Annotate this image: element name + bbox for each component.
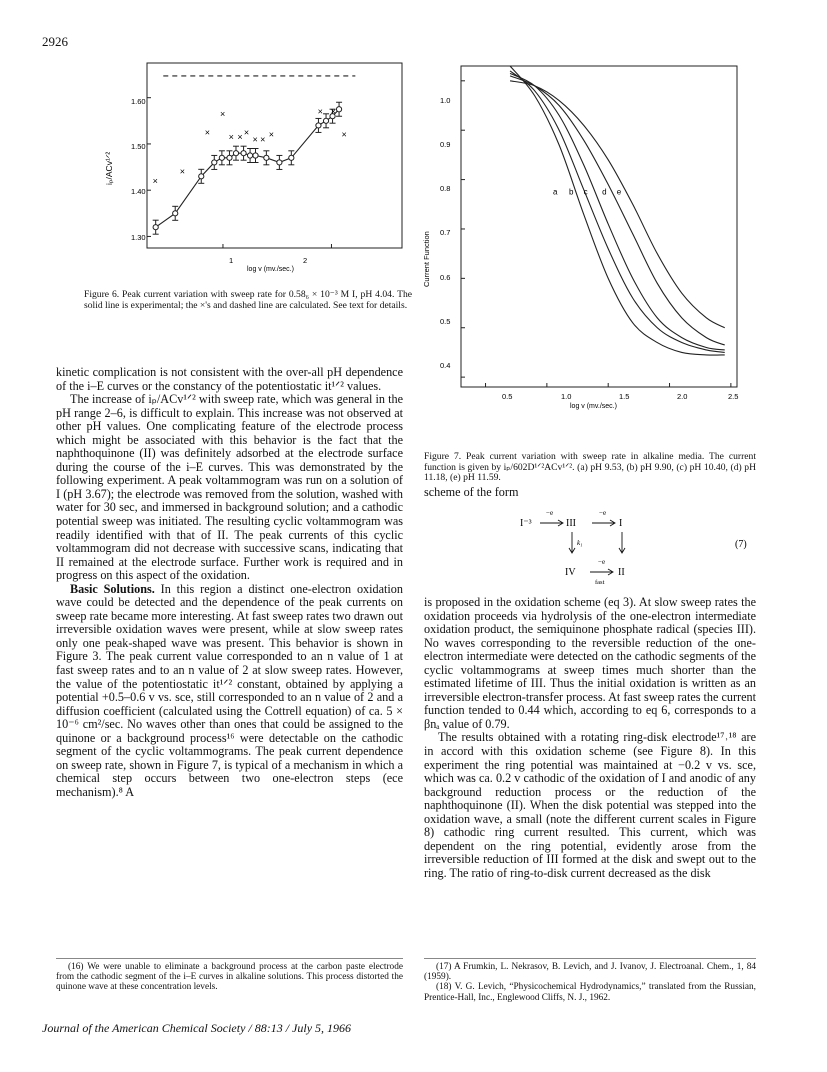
fig7-curve-label-c: c [583,187,588,197]
journal-footer: Journal of the American Chemical Society / 88:13 / July 5, 1966 [42,1021,352,1035]
fig7-ytick-4: 0.7 [440,228,451,237]
fig6-xlabel: log v (mv./sec.) [247,266,294,273]
fig6-experimental-point [233,151,238,156]
fig6-calculated-point: × [341,129,347,140]
fig7-ytick-2: 0.9 [440,140,451,149]
fig7-ylabel: Current Function [422,231,431,287]
fig6-experimental-point [247,153,252,158]
fig6-ytick-2: 1.50 [131,142,146,151]
fig6-experimental-point [277,160,282,165]
fig7-xtick-1: 0.5 [502,392,513,401]
figure-6-caption: Figure 6. Peak current variation with sweep rate for 0.58₆ × 10⁻³ M I, pH 4.04. The solid line is experimental; the ×'s and dashed line are calculated. See text for details. [84,289,412,311]
footnotes-left [56,962,403,993]
scheme-intro: scheme of the form [424,485,519,499]
fig6-y-axis [131,97,146,242]
fig6-xtick-1: 1 [229,256,234,265]
fig6-calculated-point: × [243,127,250,138]
scheme-eq-number: (7) [735,539,747,550]
fig6-calculated-point: × [204,127,211,138]
fig6-experimental-point [253,153,258,158]
footnote-18: (18) V. G. Levich, “Physicochemical Hydrodynamics,” translated from the Russian, Prentice-Hall, Inc., Englewood Cliffs, N. J., 1962. [424,982,756,1003]
fig6-frame [147,63,402,248]
fig6-plot-area [147,76,355,248]
footnotes-right [424,962,756,1003]
fig6-experimental-point [323,118,328,123]
fig7-xtick-3: 1.5 [619,392,630,401]
fig6-calculated-point: × [152,175,158,186]
scheme-species-i-minus3: I⁻³ [520,518,532,529]
fig6-experimental-point [336,107,341,112]
fig6-experimental-point [212,160,217,165]
scheme-species-ii: II [618,567,625,578]
fig6-ytick-4: 1.30 [131,233,146,242]
fig6-experimental-point [219,155,224,160]
left-paragraph-1: kinetic complication is not consistent with the over-all pH dependence of the i–E curves or the constancy of the potentiostatic it¹ᐟ² values. [56,365,403,393]
left-paragraph-3: In this region a distinct one-electron oxidation wave could be detected and the dependence of the peak currents on sweep rate became more interesting. At fast sweep rates two drawn out irreversible oxidation waves were present, while at slow sweep rates only one peak-shaped wave was present. This behavior is shown in Figure 3. The peak current value corresponded to an n value of 1 at fast sweep rates and to an n value of 2 at slow sweep rates. However, the value of the potentiostatic it¹ᐟ² constant, obtained by applying a potential +0.5–0.6 v vs. sce, still corresponded to an n value of 2 and a diffusion coefficient (calculated using the Cottrell equation) of ca. 5 × 10⁻⁶ cm²/sec. No waves other than ones that could be assigned to the quinone or a background process¹⁶ were detectable on the cathodic segment of the cyclic voltammograms. The peak current dependence on sweep rate, shown in Figure 7, is typical of a mechanism in which a chemical step occurs between two one-electron steps (ece mechanism).⁸ A [56,581,403,799]
scheme-e-label-2: −e [599,509,607,517]
fig6-experimental-point [316,123,321,128]
fig7-xtick-4: 2.0 [677,392,688,401]
fig6-ytick-1: 1.60 [131,97,146,106]
fig7-xlabel: log v (mv./sec.) [570,403,617,410]
fig7-curve-d [510,76,725,345]
fig6-calculated-point: × [237,132,243,142]
fig6-calculated-point: × [330,106,336,117]
scheme-k1-label: k₁ [577,539,583,547]
fig7-curve-label-b: b [568,187,574,197]
fig6-experimental-point [264,155,269,160]
fig6-ylabel: iₚ/ACv¹ᐟ² [104,151,114,185]
fig7-curve-c [510,73,725,350]
fig6-experimental-point [199,174,204,179]
fig6-experimental-point [289,155,294,160]
fig6-calculated-point: × [219,108,226,119]
fig7-curve-e [510,81,725,328]
fig7-ytick-1: 1.0 [440,96,451,105]
scheme-species-iv: IV [565,567,576,578]
fig6-calculated-point: × [260,134,266,145]
figure-6-chart [95,55,415,285]
footnote-17: (17) A Frumkin, L. Nekrasov, B. Levich, and J. Ivanov, J. Electroanal. Chem., 1, 84 (1959). [424,962,756,983]
scheme-species-iii: III [566,518,576,529]
fig7-xtick-2: 1.0 [561,392,572,401]
right-column [424,596,756,880]
fig7-ytick-3: 0.8 [440,184,451,193]
left-paragraph-2: The increase of iₚ/ACv¹ᐟ² with sweep rate, which was general in the pH range 2–6, is difficult to explain. This increase was not observed at other pH values. One complicating feature of the electrode process which might be associated with this behavior is the fact that the naphthoquinone (II) was definitely adsorbed at the electrode surface during the course of the i–E curves. This was demonstrated by the following experiment. A peak voltammogram was run on a solution of I (pH 3.67); the electrode was removed from the solution, washed with water for 30 sec, and immersed in background solution; and a cathodic potential sweep was initiated. The resulting cyclic voltammogram was readily identified with that of II. The peak currents of this cyclic voltammogram did not decrease with successive scans, indicating that II remained at the electrode surface. Further work is required and in progress on this aspect of the oxidation. [56,392,403,583]
fig7-curve-a [510,66,725,355]
fig6-calculated-point: × [317,106,323,117]
fig6-calculated-point: × [252,134,258,145]
footnote-16: (16) We were unable to eliminate a background process at the carbon paste electrode from the cathodic segment of the i–E curves in alkaline solutions. This process distorted the quinone wave at these concentration levels. [56,962,403,993]
scheme-species-i: I [619,518,623,529]
fig7-curve-b [510,71,725,352]
scheme-e-label-1: −e [546,509,554,517]
reaction-scheme-7 [520,505,760,587]
fig6-experimental-point [153,225,158,230]
figure-7-chart [410,62,755,442]
scheme-fast-label: fast [595,579,605,586]
footnote-rule-right [424,958,756,959]
section-heading-basic-solutions: Basic Solutions. [70,581,155,596]
right-paragraph-1: is proposed in the oxidation scheme (eq 3). At slow sweep rates the oxidation proceeds via hydrolysis of the one-electron intermediate oxidation product, the semiquinone phosphate radical (species III). No waves corresponding to the reversible reduction of the one-electron intermediate were detected on the cathodic segments of the cyclic voltammograms at sweep times much shorter than the estimated lifetime of III. Thus the initial oxidation is written as an irreversible electron-transfer process. At fast sweep rates the current function tended to 0.44 which, according to eq 6, corresponds to a βnₐ value of 0.79. [424,595,756,731]
fig6-experimental-point [241,151,246,156]
fig7-curve-label-e: e [616,187,622,197]
fig7-curve-label-a: a [553,187,558,197]
figure-7-caption: Figure 7. Peak current variation with sweep rate in alkaline media. The current function is given by iₚ/602D¹ᐟ²ACv¹ᐟ². (a) pH 9.53, (b) pH 9.90, (c) pH 10.40, (d) pH 11.18, (e) pH 11.59. [424,451,756,484]
fig7-xtick-5: 2.5 [728,392,739,401]
scheme-e-label-3: −e [598,558,606,566]
fig6-xtick-2: 2 [303,256,308,265]
fig7-curve-label-d: d [602,187,607,197]
fig6-calculated-point: × [228,132,234,142]
fig7-ytick-7: 0.4 [440,361,451,370]
footnote-rule-left [56,958,403,959]
left-column [56,366,403,800]
right-paragraph-2: The results obtained with a rotating ring-disk electrode¹⁷˒¹⁸ are in accord with this oxidation scheme (see Figure 8). In this experiment the ring potential was maintained at −0.2 v vs. sce, which was ca. 0.2 v cathodic of the oxidation of I and anodic of any background reduction process or the reduction of the naphthoquinone (II). When the disk potential was stepped into the oxidation wave, a small (note the different current scales in Figure 8) cathodic ring current resulted. This current, which was dependent on the ring potential, evidently arose from the irreversible reduction of III formed at the disk and swept out to the ring. The ratio of ring-to-disk current decreased as the disk [424,730,756,880]
fig6-calculated-point: × [179,166,186,177]
fig6-experimental-point [173,211,178,216]
fig7-plot-area [461,66,731,387]
page-number: 2926 [42,34,68,49]
fig6-ytick-3: 1.40 [131,187,146,196]
fig7-ytick-6: 0.5 [440,317,451,326]
fig6-calculated-point: × [268,129,275,140]
fig7-ytick-5: 0.6 [440,273,451,282]
fig6-experimental-point [227,155,232,160]
